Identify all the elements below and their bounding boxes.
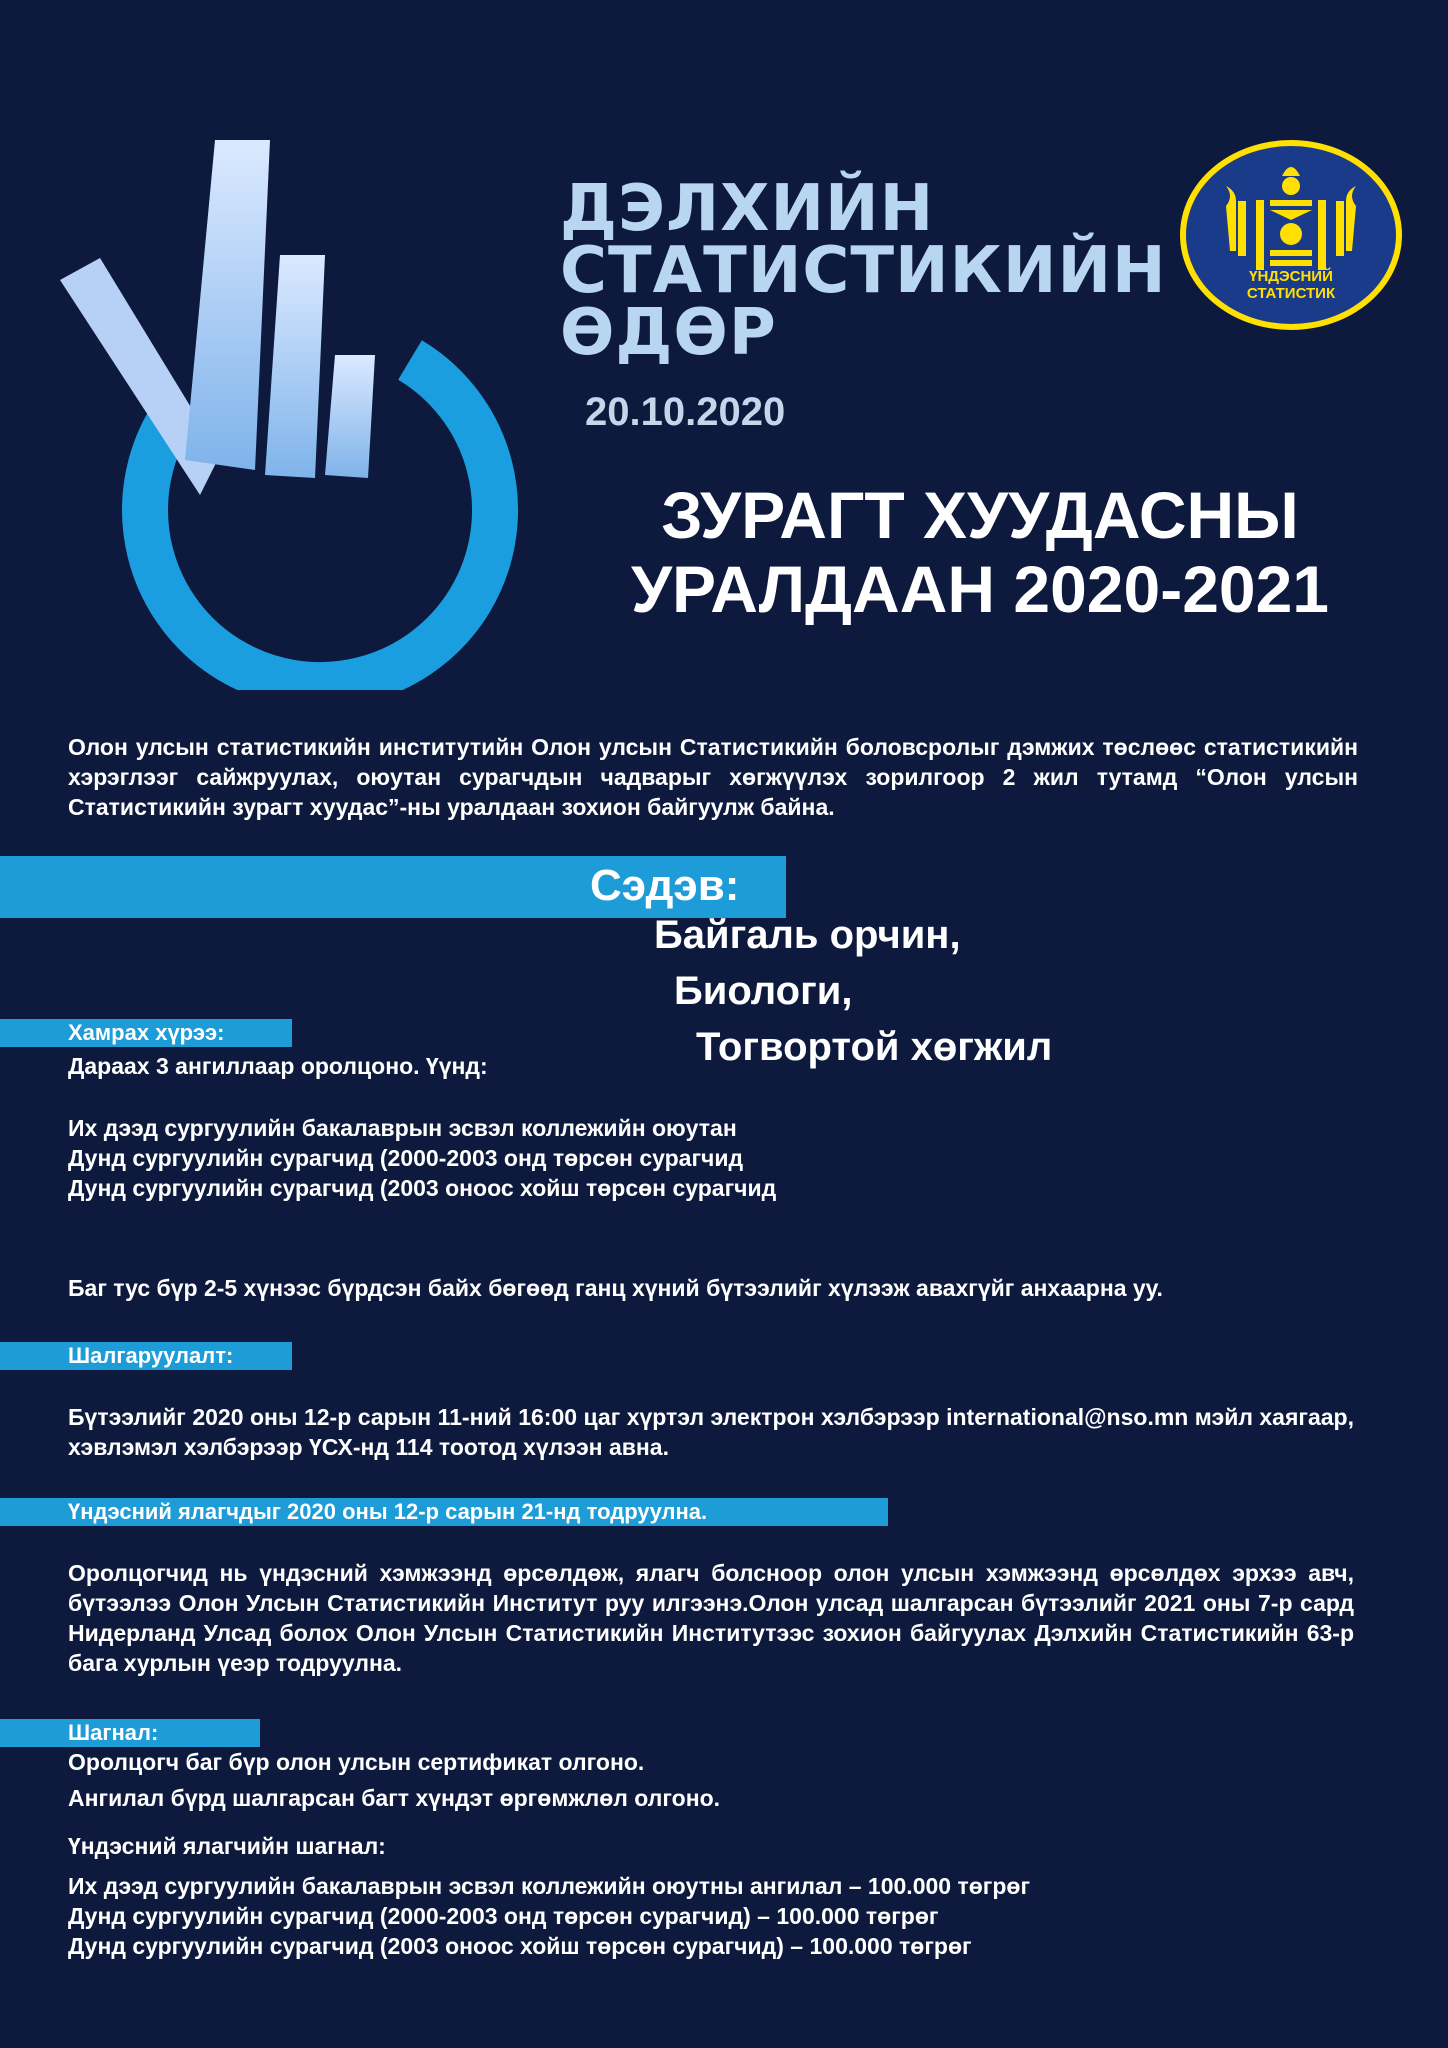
national-heading: Үндэсний ялагчдыг 2020 оны 12-р сарын 21-нд тодруулна.: [0, 1498, 888, 1526]
emblem-text: [1186, 268, 1396, 302]
event-title-line: ДЭЛХИЙН: [560, 172, 935, 246]
team-note: Баг тус бүр 2-5 хүнээс бүрдсэн байх бөгөөд ганц хүний бүтээлийг хүлээж авахгүйг анхаарна уу.: [68, 1275, 1163, 1301]
prize-line: Оролцогч баг бүр олон улсын сертификат олгоно.: [68, 1749, 645, 1775]
national-prize-heading: Үндэсний ялагчийн шагнал:: [68, 1833, 386, 1859]
national-text: Оролцогчид нь үндэсний хэмжээнд өрсөлдөж, ялагч болсноор олон улсын хэмжээнд өрсөлдөх эрхээ авч, бүтээлээ Олон Улсын Статистикийн Институт руу илгээнэ.Олон улсад шалгарсан бүтээлийг 2021 оны 7-р сард Нидерланд Улсад болох Олон Улсын Статистикийн Институтээс зохион байгуулах Дэлхийн Статистикийн 63-р бага хурлын үеэр тодруулна.: [68, 1560, 1354, 1676]
scope-heading: Хамрах хүрээ:: [0, 1019, 292, 1047]
contest-title: [540, 478, 1420, 626]
event-title-line: СТАТИСТИКИЙН: [560, 234, 1167, 308]
topic-item: Тогвортой хөгжил: [696, 1025, 1053, 1069]
selection-text: Бүтээлийг 2020 оны 12-р сарын 11-ний 16:00 цаг хүртэл электрон хэлбэрээр international@nso.mn мэйл хаягаар, хэвлэмэл хэлбэрээр ҮСХ-нд 114 тоотод хүлээн авна.: [68, 1404, 1354, 1460]
intro-paragraph: Олон улсын статистикийн институтийн Олон улсын Статистикийн боловсролыг дэмжих төслөөс статистикийн хэрэглээг сайжруулах, оюутан сурагчдын чадварыг хөгжүүлэх зорилгоор 2 жил тутамд “Олон улсын Статистикийн зурагт хуудас”-ны уралдаан зохион байгуулж байна.: [68, 734, 1358, 820]
national-prize-line: Их дээд сургуулийн бакалаврын эсвэл коллежийн оюутны ангилал – 100.000 төгрөг: [68, 1873, 1031, 1899]
topic-item: Биологи,: [674, 969, 853, 1013]
national-prize-line: Дунд сургуулийн сурагчид (2000-2003 онд төрсөн сурагчид) – 100.000 төгрөг: [68, 1903, 939, 1929]
prize-line: Ангилал бүрд шалгарсан багт хүндэт өргөмжлөл олгоно.: [68, 1785, 721, 1811]
prize-heading: Шагнал:: [0, 1719, 260, 1747]
emblem-text-line: СТАТИСТИК: [1246, 285, 1336, 302]
topic-item: Байгаль орчин,: [654, 913, 961, 957]
scope-category: Дунд сургуулийн сурагчид (2000-2003 онд төрсөн сурагчид: [68, 1145, 744, 1171]
national-prize-line: Дунд сургуулийн сурагчид (2003 оноос хойш төрсөн сурагчид) – 100.000 төгрөг: [68, 1933, 972, 1959]
scope-category: Дунд сургуулийн сурагчид (2003 оноос хойш төрсөн сурагчид: [68, 1175, 777, 1201]
scope-category: Их дээд сургуулийн бакалаврын эсвэл коллежийн оюутан: [68, 1115, 737, 1141]
contest-title-line: ЗУРАГТ ХУУДАСНЫ: [661, 478, 1299, 552]
nso-emblem: [1180, 140, 1402, 330]
event-date: 20.10.2020: [585, 390, 786, 434]
contest-title-line: УРАЛДААН 2020-2021: [630, 552, 1330, 626]
world-statistics-day-logo: [50, 130, 520, 690]
event-title-line: ӨДӨР: [560, 296, 777, 370]
selection-heading: Шалгаруулалт:: [0, 1342, 292, 1370]
topic-label: Сэдэв:: [590, 861, 740, 910]
event-title: [560, 172, 1167, 370]
emblem-text-line: ҮНДЭСНИЙ: [1249, 268, 1333, 285]
scope-intro: Дараах 3 ангиллаар оролцоно. Үүнд:: [68, 1053, 488, 1079]
